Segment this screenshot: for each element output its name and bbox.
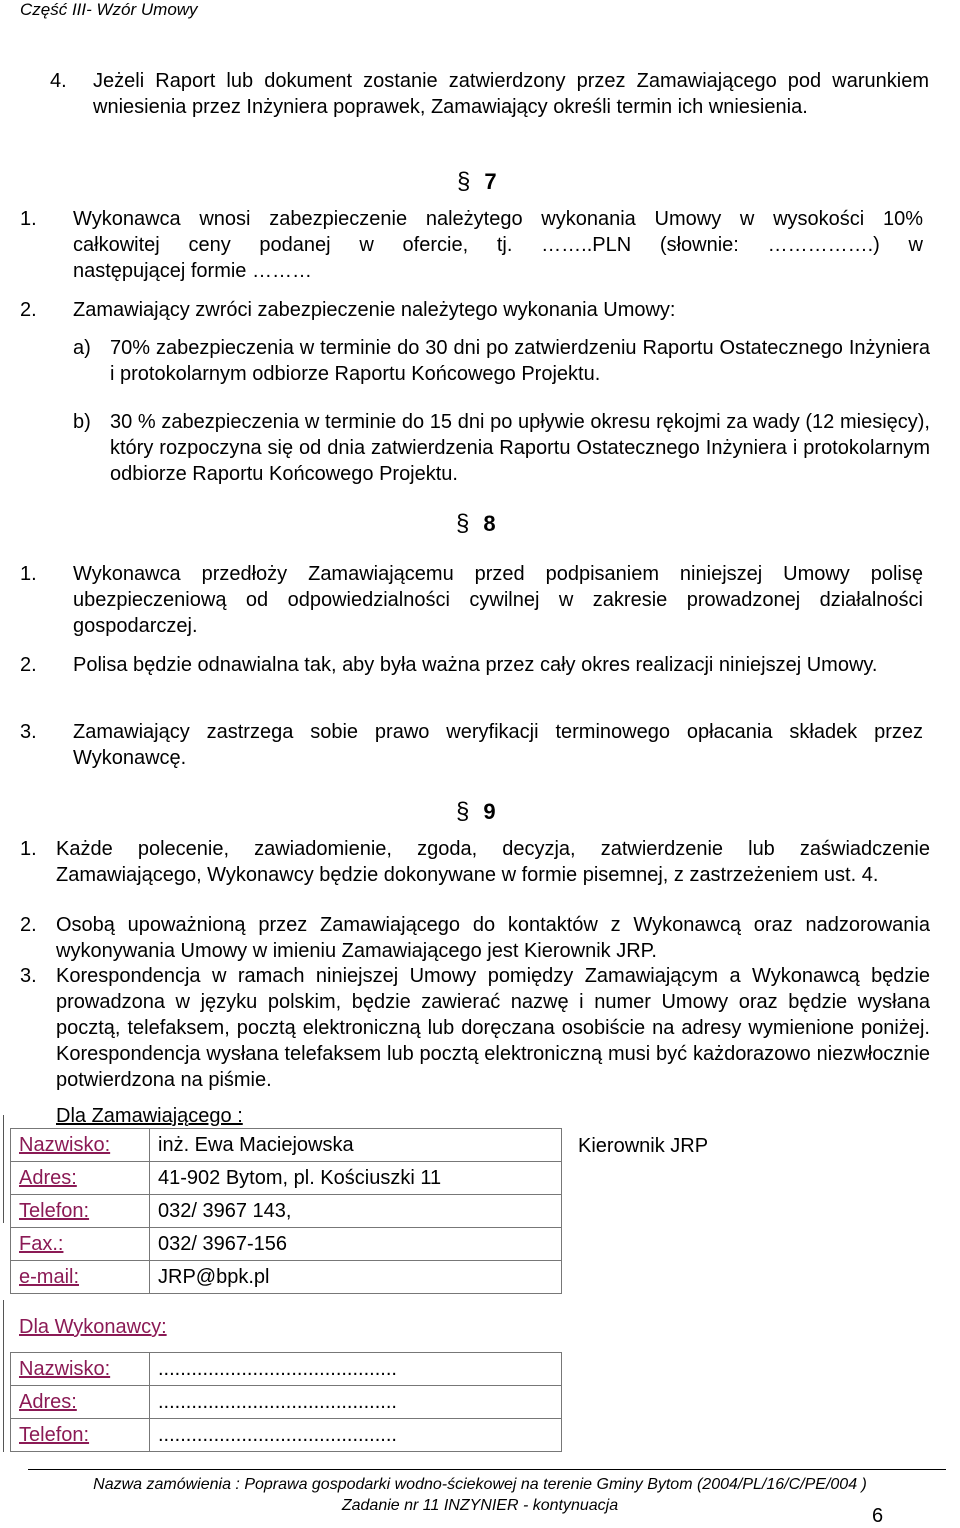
- section-symbol: §: [457, 168, 471, 195]
- table-row: [11, 1162, 562, 1195]
- page-header: Część III- Wzór Umowy: [20, 0, 198, 19]
- footer-rule: [28, 1469, 946, 1470]
- paragraph: Zamawiający zwróci zabezpieczenie należytego wykonania Umowy:: [73, 299, 676, 321]
- field-label: Fax.:: [11, 1228, 150, 1261]
- paragraph: Jeżeli Raport lub dokument zostanie zatwierdzony przez Zamawiającego pod warunkiem wniesienia przez Inżyniera poprawek, Zamawiający określi termin ich wniesienia.: [93, 70, 929, 118]
- paragraph: 30 % zabezpieczenia w terminie do 15 dni po upływie okresu rękojmi za wady (12 miesięcy), który rozpoczyna się od dnia zatwierdzenia Raportu Ostatecznego Inżyniera i protokolarnym odbiorze Raportu Końcowego Projektu.: [110, 411, 930, 485]
- table-row: [11, 1353, 562, 1386]
- section-number: 9: [483, 799, 496, 824]
- item-number: 3.: [20, 965, 37, 987]
- field-value: ...........................................: [150, 1419, 562, 1452]
- contact-heading-wykonawca: Dla Wykonawcy:: [19, 1316, 167, 1338]
- item-letter: a): [73, 337, 91, 359]
- margin-bar: [3, 1115, 4, 1223]
- paragraph: Osobą upoważnioną przez Zamawiającego do kontaktów z Wykonawcą oraz nadzorowania wykonywania Umowy w imieniu Zamawiającego jest Kierownik JRP.: [56, 914, 930, 962]
- contact-table-zamawiajacy: [10, 1128, 562, 1294]
- section-symbol: §: [456, 798, 470, 825]
- contact-table-wykonawca: [10, 1352, 562, 1452]
- field-label: Telefon:: [11, 1195, 150, 1228]
- field-value: JRP@bpk.pl: [150, 1261, 562, 1294]
- field-value: ...........................................: [150, 1386, 562, 1419]
- paragraph-line: całkowitej ceny podanej w ofercie, tj. ……..PLN (słownie: …………….) w: [73, 234, 923, 256]
- table-row: [11, 1129, 562, 1162]
- field-value: 41-902 Bytom, pl. Kościuszki 11: [150, 1162, 562, 1195]
- field-label: Adres:: [11, 1162, 150, 1195]
- table-row: [11, 1386, 562, 1419]
- item-number: 1.: [20, 208, 37, 230]
- section-number: 8: [483, 511, 496, 536]
- field-label: Nazwisko:: [11, 1353, 150, 1386]
- field-value: ...........................................: [150, 1353, 562, 1386]
- paragraph: Korespondencja w ramach niniejszej Umowy pomiędzy Zamawiającym a Wykonawcą będzie prowadzona w języku polskim, będzie zawierać nazwę i numer Umowy oraz będzie wysłana pocztą, telefaksem, pocztą elektroniczną lub doręczana osobiście na adresy wymienione poniżej. Korespondencja wysłana telefaksem lub pocztą elektroniczną musi być każdorazowo niezwłocznie potwierdzona na piśmie.: [56, 965, 930, 1091]
- field-label: Telefon:: [11, 1419, 150, 1452]
- section-heading-7: [457, 168, 497, 196]
- field-label: e-mail:: [11, 1261, 150, 1294]
- table-row: [11, 1195, 562, 1228]
- margin-bar: [3, 1300, 4, 1452]
- item-number: 2.: [20, 914, 37, 936]
- section-symbol: §: [456, 510, 470, 537]
- field-label: Nazwisko:: [11, 1129, 150, 1162]
- item-number: 1.: [20, 563, 37, 585]
- table-row: [11, 1419, 562, 1452]
- footer-line: Zadanie nr 11 INZYNIER - kontynuacja: [341, 1497, 619, 1514]
- contact-heading-zamawiajacy: Dla Zamawiającego :: [56, 1105, 243, 1127]
- item-number: 1.: [20, 838, 37, 860]
- section-heading-9: [456, 798, 496, 826]
- page-number: 6: [872, 1505, 884, 1527]
- field-label: Adres:: [11, 1386, 150, 1419]
- table-row: [11, 1261, 562, 1294]
- item-number: 3.: [20, 721, 37, 743]
- paragraph: Wykonawca przedłoży Zamawiającemu przed podpisaniem niniejszej Umowy polisę ubezpieczeniową od odpowiedzialności cywilnej w zakresie prowadzonej działalności gospodarczej.: [73, 563, 923, 637]
- field-value: 032/ 3967 143,: [150, 1195, 562, 1228]
- paragraph: Polisa będzie odnawialna tak, aby była ważna przez cały okres realizacji niniejszej Umowy.: [73, 654, 878, 676]
- table-row: [11, 1228, 562, 1261]
- section-number: 7: [484, 169, 497, 194]
- item-number: 4.: [50, 70, 67, 92]
- paragraph: Zamawiający zastrzega sobie prawo weryfikacji terminowego opłacania składek przez Wykonawcę.: [73, 721, 923, 769]
- item-letter: b): [73, 411, 91, 433]
- paragraph-line: następującej formie ………: [73, 260, 312, 282]
- field-value: 032/ 3967-156: [150, 1228, 562, 1261]
- footer-line: Nazwa zamówienia : Poprawa gospodarki wodno-ściekowej na terenie Gminy Bytom (2004/PL/16/C/PE/004 ): [93, 1476, 867, 1493]
- field-value: inż. Ewa Maciejowska: [150, 1129, 562, 1162]
- paragraph: 70% zabezpieczenia w terminie do 30 dni po zatwierdzeniu Raportu Ostatecznego Inżyniera i protokolarnym odbiorze Raportu Końcowego Projektu.: [110, 337, 930, 385]
- item-number: 2.: [20, 299, 37, 321]
- contact-role: Kierownik JRP: [578, 1135, 709, 1157]
- paragraph: Każde polecenie, zawiadomienie, zgoda, decyzja, zatwierdzenie lub zaświadczenie Zamawiającego, Wykonawcy będzie dokonywane w formie pisemnej, z zastrzeżeniem ust. 4.: [56, 838, 930, 886]
- item-number: 2.: [20, 654, 37, 676]
- section-heading-8: [456, 510, 496, 538]
- paragraph-line: Wykonawca wnosi zabezpieczenie należytego wykonania Umowy w wysokości 10%: [73, 208, 923, 230]
